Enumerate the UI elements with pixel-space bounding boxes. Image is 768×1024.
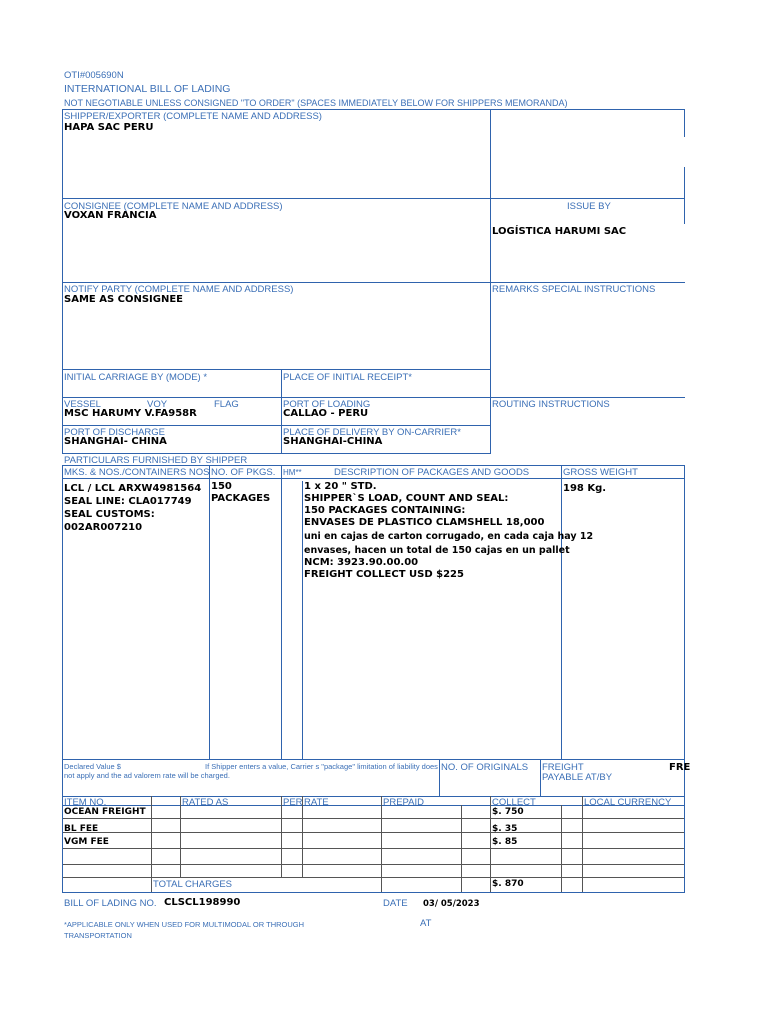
initial-carriage-label: INITIAL CARRIAGE BY (MODE) * xyxy=(64,372,208,383)
freight-value: FRE xyxy=(669,762,691,773)
marks-line: SEAL CUSTOMS: xyxy=(64,509,155,520)
shipper-value: HAPA SAC PERU xyxy=(64,122,154,133)
marks-header: MKS. & NOS./CONTAINERS NOS xyxy=(64,467,210,478)
charge-item: VGM FEE xyxy=(64,837,109,847)
hm-header: HM** xyxy=(283,468,302,477)
gross-weight-value: 198 Kg. xyxy=(563,483,607,494)
vessel-value: MSC HARUMY V.FA958R xyxy=(64,408,197,419)
description-line: FREIGHT COLLECT USD $225 xyxy=(304,569,464,580)
marks-line: 002AR007210 xyxy=(64,522,143,533)
bl-number-label: BILL OF LADING NO. xyxy=(64,898,157,909)
charge-item: BL FEE xyxy=(64,824,99,834)
description-line: 1 x 20 " STD. xyxy=(304,481,377,492)
charge-item: OCEAN FREIGHT xyxy=(64,807,146,817)
notify-label: NOTIFY PARTY (COMPLETE NAME AND ADDRESS) xyxy=(64,284,294,295)
place-delivery-label: PLACE OF DELIVERY BY ON-CARRIER* xyxy=(283,427,461,438)
declared-value-label: Declared Value $ xyxy=(64,762,121,771)
port-loading-label: PORT OF LOADING xyxy=(283,399,371,410)
oti-number: OTI#005690N xyxy=(64,70,124,81)
pkgs-header: NO. OF PKGS. xyxy=(211,467,276,478)
routing-label: ROUTING INSTRUCTIONS xyxy=(492,399,610,410)
originals-label: NO. OF ORIGINALS xyxy=(441,762,529,773)
charge-collect: $. 750 xyxy=(492,807,524,817)
local-currency-header: LOCAL CURRENCY xyxy=(584,797,672,808)
issue-by-value: LOGÍSTICA HARUMI SAC xyxy=(492,226,627,237)
item-no-header: ITEM NO. xyxy=(64,797,107,808)
charge-collect: $. 35 xyxy=(492,824,518,834)
description-line: envases, hacen un total de 150 cajas en un pallet xyxy=(304,545,570,556)
total-charges-label: TOTAL CHARGES xyxy=(153,879,233,890)
applicable-note-2: TRANSPORTATION xyxy=(64,931,132,940)
port-discharge-label: PORT OF DISCHARGE xyxy=(64,427,165,438)
applicable-note: *APPLICABLE ONLY WHEN USED FOR MULTIMODAL OR THROUGH xyxy=(64,920,305,929)
consignee-value: VOXAN FRANCIA xyxy=(64,210,157,221)
date-label: DATE xyxy=(383,898,408,909)
description-header: DESCRIPTION OF PACKAGES AND GOODS xyxy=(334,467,530,478)
description-line: NCM: 3923.90.00.00 xyxy=(304,557,419,568)
rate-header: RATE xyxy=(304,797,329,808)
description-line: uni en cajas de carton corrugado, en cada caja hay 12 xyxy=(304,531,594,542)
vessel-label: VESSEL xyxy=(64,399,101,410)
rated-as-header: RATED AS xyxy=(182,797,229,808)
voy-label: VOY xyxy=(147,399,168,410)
pkgs-line: PACKAGES xyxy=(211,493,271,504)
remarks-label: REMARKS SPECIAL INSTRUCTIONS xyxy=(492,284,656,295)
not-negotiable-note: NOT NEGOTIABLE UNLESS CONSIGNED "TO ORDER" (SPACES IMMEDIATELY BELOW FOR SHIPPERS MEMORANDA) xyxy=(64,98,568,108)
pkgs-line: 150 xyxy=(211,481,232,492)
notify-value: SAME AS CONSIGNEE xyxy=(64,294,183,305)
declared-note-2: not apply and the ad valorem rate will be charged. xyxy=(64,771,230,780)
description-line: 150 PACKAGES CONTAINING: xyxy=(304,505,466,516)
port-loading-value: CALLAO - PERU xyxy=(283,408,369,419)
description-line: ENVASES DE PLASTICO CLAMSHELL 18,000 xyxy=(304,517,545,528)
description-line: SHIPPER`S LOAD, COUNT AND SEAL: xyxy=(304,493,509,504)
place-receipt-label: PLACE OF INITIAL RECEIPT* xyxy=(283,372,412,383)
weight-header: GROSS WEIGHT xyxy=(563,467,638,478)
payable-label: PAYABLE AT/BY xyxy=(542,772,613,783)
flag-label: FLAG xyxy=(214,399,239,410)
total-charges-value: $. 870 xyxy=(492,879,524,889)
shipper-label: SHIPPER/EXPORTER (COMPLETE NAME AND ADDRESS) xyxy=(64,111,322,122)
per-header: PER xyxy=(283,797,303,808)
marks-line: LCL / LCL ARXW4981564 xyxy=(64,483,202,494)
particulars-label: PARTICULARS FURNISHED BY SHIPPER xyxy=(64,455,248,466)
marks-line: SEAL LINE: CLA017749 xyxy=(64,496,192,507)
declared-note: If Shipper enters a value, Carrier s "package" limitation of liability does xyxy=(205,762,438,771)
issue-by-label: ISSUE BY xyxy=(567,201,611,212)
consignee-label: CONSIGNEE (COMPLETE NAME AND ADDRESS) xyxy=(64,201,283,212)
prepaid-header: PREPAID xyxy=(383,797,425,808)
at-label: AT xyxy=(420,918,432,929)
port-discharge-value: SHANGHAI- CHINA xyxy=(64,436,167,447)
date-value: 03/ 05/2023 xyxy=(423,899,480,909)
charge-collect: $. 85 xyxy=(492,837,518,847)
document-title: INTERNATIONAL BILL OF LADING xyxy=(64,83,231,95)
collect-header: COLLECT xyxy=(492,797,536,808)
freight-label: FREIGHT xyxy=(542,762,584,773)
bl-number-value: CLSCL198990 xyxy=(164,897,241,908)
place-delivery-value: SHANGHAI-CHINA xyxy=(283,436,383,447)
